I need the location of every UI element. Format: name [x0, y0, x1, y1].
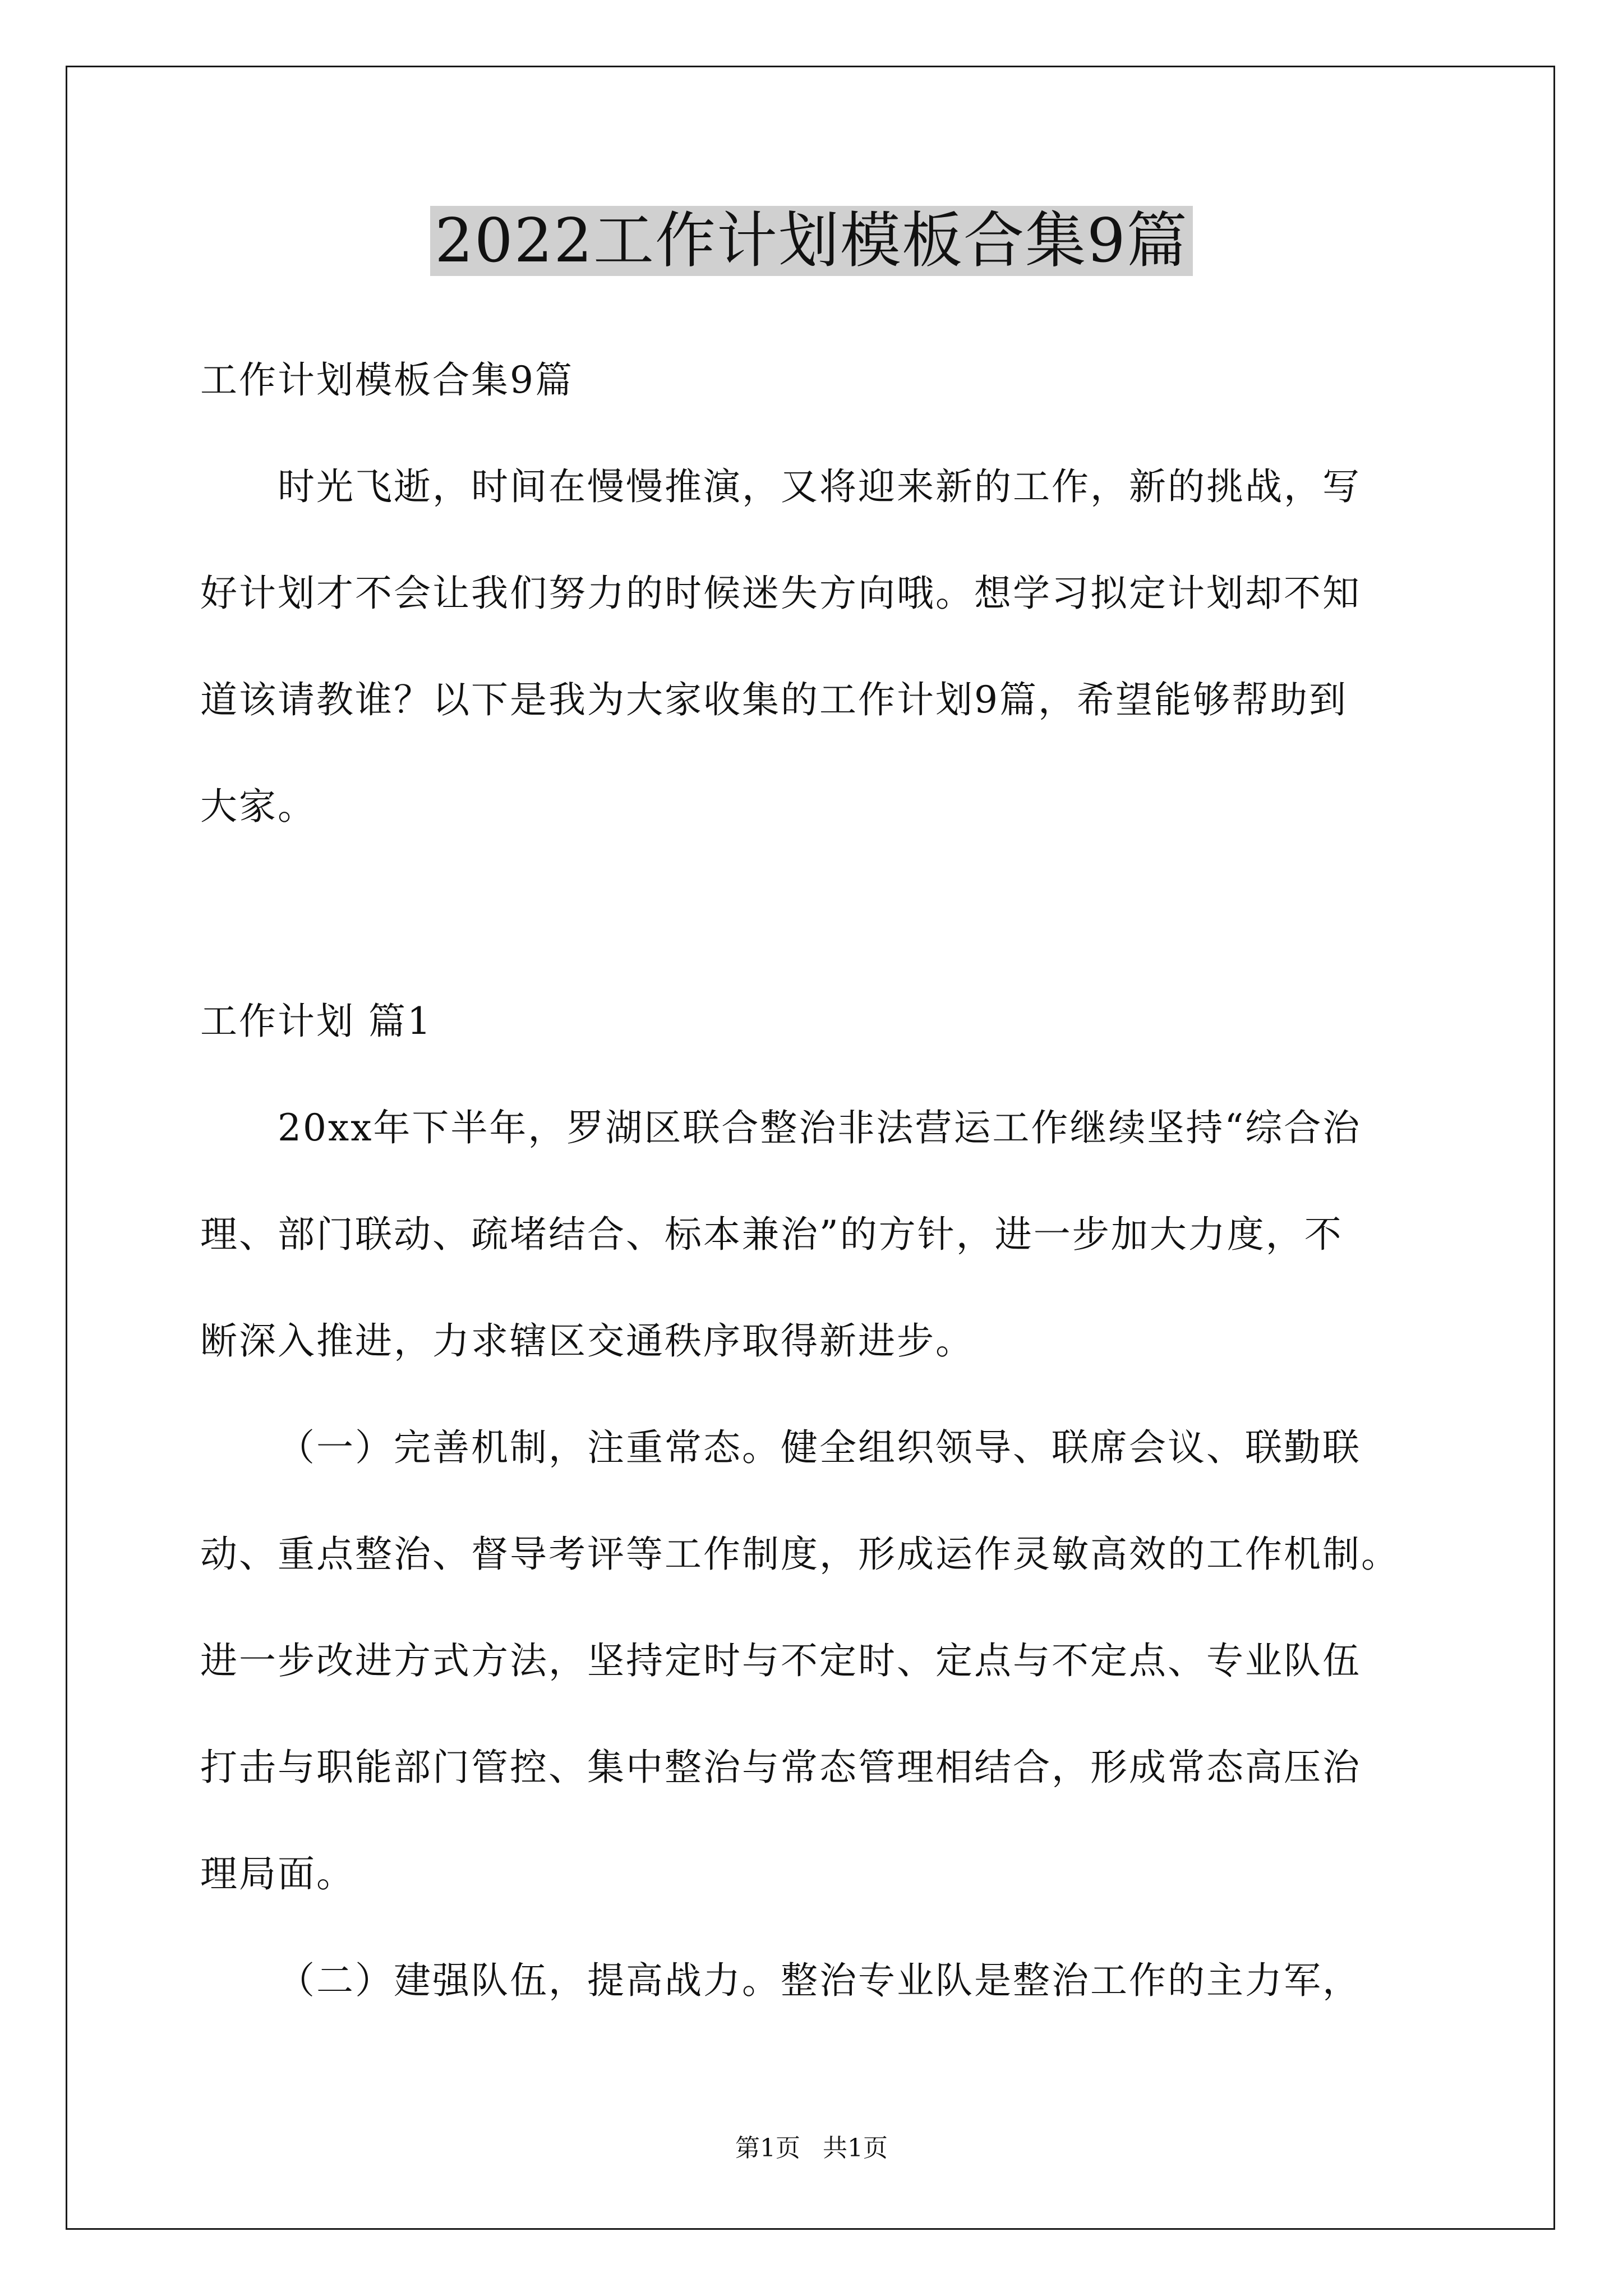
section-heading: 工作计划 篇1	[200, 1000, 432, 1043]
page-total: 共1页	[823, 2134, 888, 2162]
intro-line-1: 时光飞逝，时间在慢慢推演，又将迎来新的工作，新的挑战，写	[278, 465, 1361, 508]
intro-line-2: 好计划才不会让我们努力的时候迷失方向哦。想学习拟定计划却不知	[200, 572, 1361, 615]
intro-line-4: 大家。	[200, 785, 316, 828]
para3-line-1: （二）建强队伍，提高战力。整治专业队是整治工作的主力军，	[278, 1959, 1361, 2002]
document-title	[0, 202, 1623, 280]
para1-line-1: 20xx年下半年，罗湖区联合整治非法营运工作继续坚持“综合治	[278, 1106, 1362, 1149]
para2-line-5: 理局面。	[200, 1852, 355, 1895]
document-subtitle: 工作计划模板合集9篇	[200, 358, 574, 402]
para1-line-2: 理、部门联动、疏堵结合、标本兼治”的方针，进一步加大力度，不	[200, 1213, 1343, 1256]
para1-line-3: 断深入推进，力求辖区交通秩序取得新进步。	[200, 1319, 974, 1363]
document-title-text: 2022工作计划模板合集9篇	[430, 206, 1193, 276]
page-footer	[0, 2132, 1623, 2165]
para2-line-4: 打击与职能部门管控、集中整治与常态管理相结合，形成常态高压治	[200, 1746, 1361, 1789]
para2-line-2: 动、重点整治、督导考评等工作制度，形成运作灵敏高效的工作机制。	[200, 1533, 1400, 1576]
page-number: 第1页	[735, 2134, 800, 2162]
para2-line-3: 进一步改进方式方法，坚持定时与不定时、定点与不定点、专业队伍	[200, 1639, 1361, 1682]
para2-line-1: （一）完善机制，注重常态。健全组织领导、联席会议、联勤联	[278, 1426, 1361, 1469]
intro-line-3: 道该请教谁？以下是我为大家收集的工作计划9篇，希望能够帮助到	[200, 678, 1348, 721]
